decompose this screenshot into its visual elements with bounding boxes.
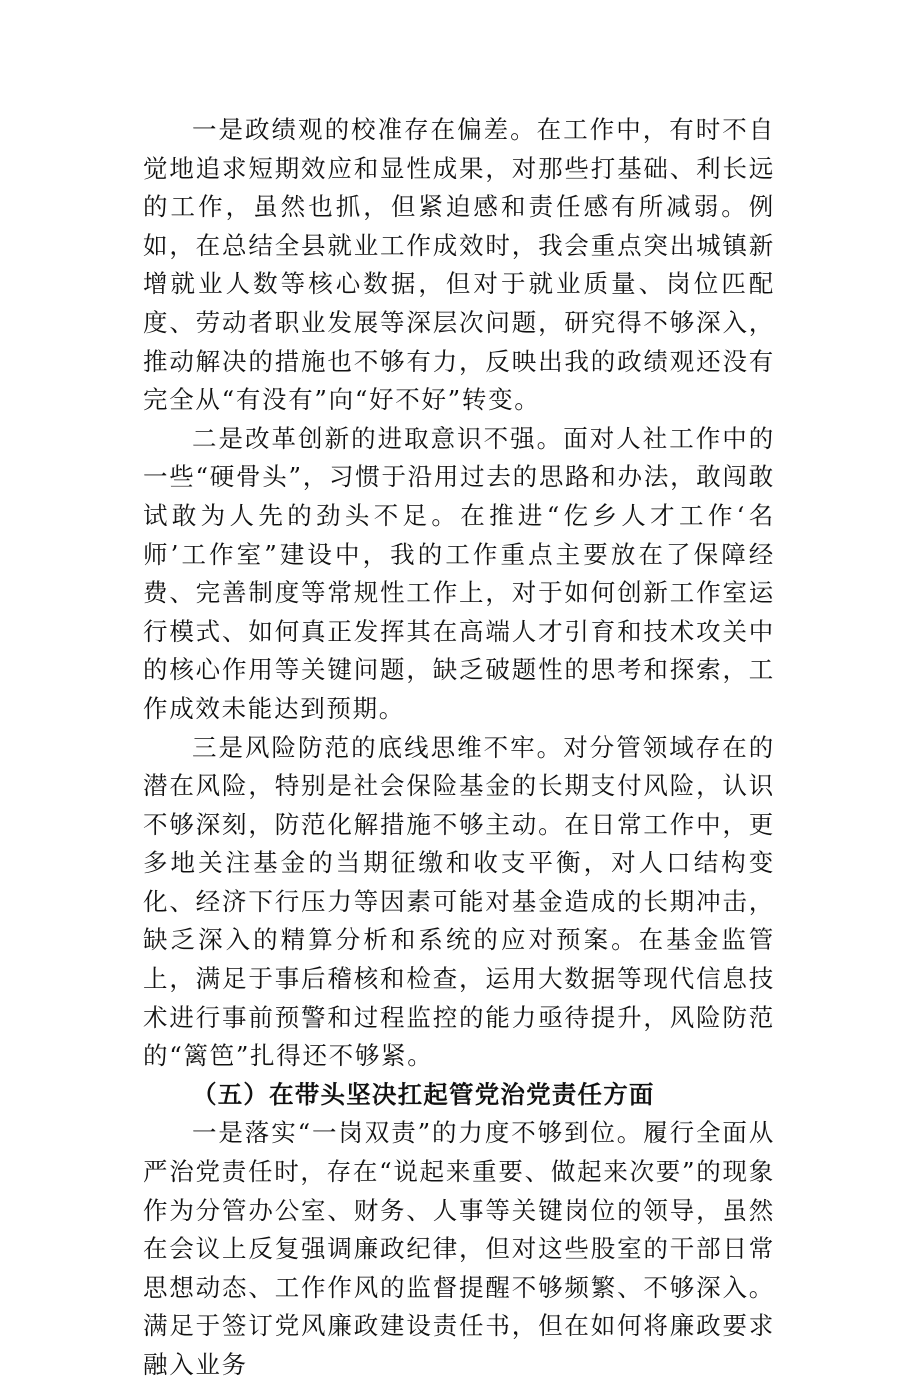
paragraph-one-post-two-duties: 一是落实“一岗双责”的力度不够到位。履行全面从严治党责任时，存在“说起来重要、做起来次要”的现象作为分管办公室、财务、人事等关键岗位的领导，虽然在会议上反复强调廉政纪律，但对这些股室的干部日常思想动态、工作作风的监督提醒不够频繁、不够深入。满足于签订党风廉政建设责任书，但在如何将廉政要求融入业务: [143, 1118, 775, 1379]
paragraph-reform-innovation: 二是改革创新的进取意识不强。面对人社工作中的一些“硬骨头”，习惯于沿用过去的思路和办法，敢闯敢试敢为人先的劲头不足。在推进“仡乡人才工作‘名师’工作室”建设中，我的工作重点主要放在了保障经费、完善制度等常规性工作上，对于如何创新工作室运行模式、如何真正发挥其在高端人才引育和技术攻关中的核心作用等关键问题，缺乏破题性的思考和探索，工作成效未能达到预期。: [143, 423, 775, 723]
section-heading-party-responsibility: （五）在带头坚决扛起管党治党责任方面: [192, 1079, 655, 1109]
paragraph-risk-prevention: 三是风险防范的底线思维不牢。对分管领域存在的潜在风险，特别是社会保险基金的长期支付风险，认识不够深刻，防范化解措施不够主动。在日常工作中，更多地关注基金的当期征缴和收支平衡，对人口结构变化、经济下行压力等因素可能对基金造成的长期冲击，缺乏深入的精算分析和系统的应对预案。在基金监管上，满足于事后稽核和检查，运用大数据等现代信息技术进行事前预警和过程监控的能力亟待提升，风险防范的“篱笆”扎得还不够紧。: [143, 732, 775, 1071]
paragraph-political-performance: 一是政绩观的校准存在偏差。在工作中，有时不自觉地追求短期效应和显性成果，对那些打基础、利长远的工作，虽然也抓，但紧迫感和责任感有所减弱。例如，在总结全县就业工作成效时，我会重点突出城镇新增就业人数等核心数据，但对于就业质量、岗位匹配度、劳动者职业发展等深层次问题，研究得不够深入，推动解决的措施也不够有力，反映出我的政绩观还没有完全从“有没有”向“好不好”转变。: [143, 115, 775, 415]
document-body: [143, 111, 775, 1385]
